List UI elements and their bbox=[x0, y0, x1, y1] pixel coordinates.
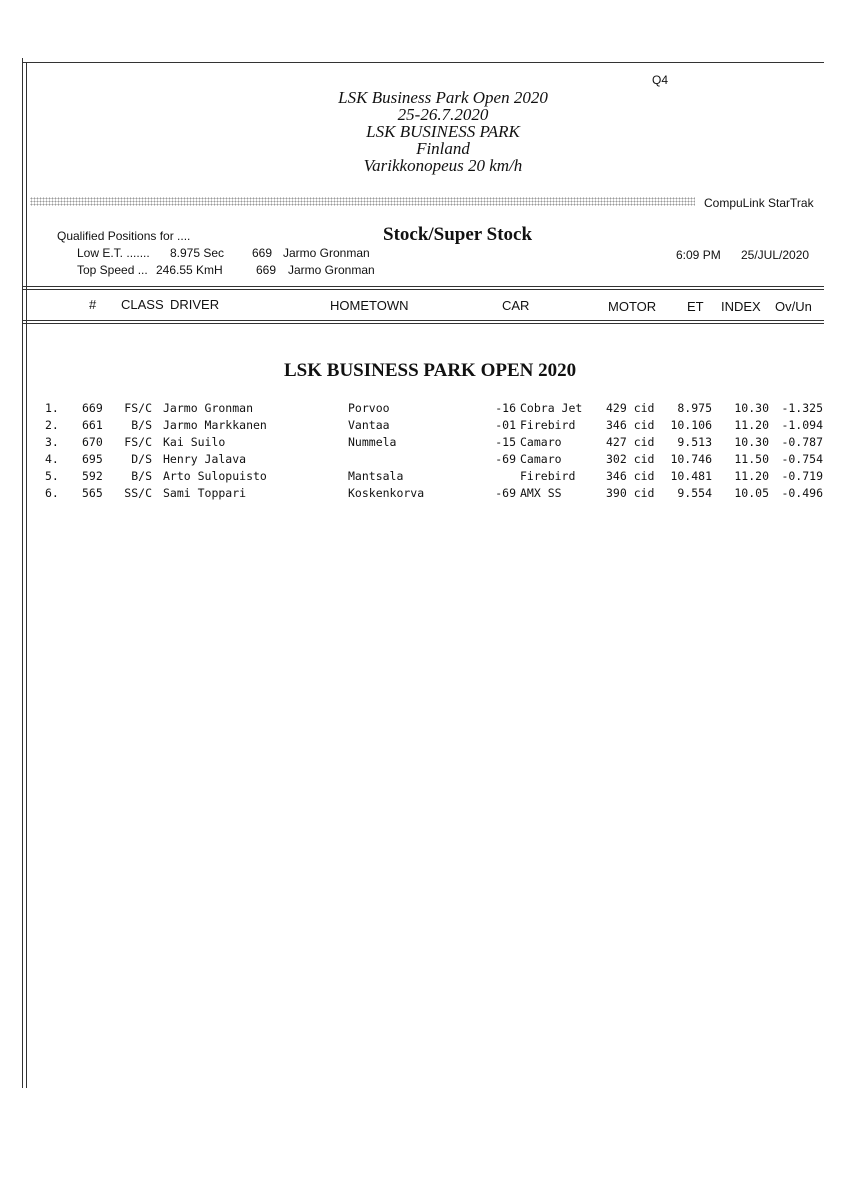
motor: 427 cid bbox=[606, 435, 655, 449]
car-model: AMX SS bbox=[520, 486, 562, 500]
low-et-label: Low E.T. ....... bbox=[77, 246, 150, 260]
col-index: INDEX bbox=[721, 299, 761, 314]
driver: Arto Sulopuisto bbox=[163, 469, 267, 483]
table-row bbox=[0, 452, 848, 469]
driver: Henry Jalava bbox=[163, 452, 247, 466]
driver: Sami Toppari bbox=[163, 486, 247, 500]
class-title: Stock/Super Stock bbox=[383, 224, 533, 245]
top-speed-value: 246.55 KmH bbox=[156, 263, 223, 277]
dotted-separator bbox=[30, 197, 695, 206]
position: 1. bbox=[45, 401, 59, 415]
et: 10.481 bbox=[670, 469, 712, 483]
motor: 346 cid bbox=[606, 418, 655, 432]
hometown: Mantsala bbox=[348, 469, 404, 483]
system-label: CompuLink StarTrak bbox=[704, 196, 814, 210]
ov-un: -0.754 bbox=[781, 452, 823, 466]
ov-un: -1.094 bbox=[781, 418, 823, 432]
et: 10.106 bbox=[670, 418, 712, 432]
et: 8.975 bbox=[677, 401, 712, 415]
event-pit-speed: Varikkonopeus 20 km/h bbox=[363, 156, 523, 175]
ov-un: -0.719 bbox=[781, 469, 823, 483]
top-speed-car: 669 bbox=[256, 263, 277, 277]
car-model: Camaro bbox=[520, 452, 562, 466]
position: 5. bbox=[45, 469, 59, 483]
table-row bbox=[0, 418, 848, 435]
report-time: 6:09 PM bbox=[676, 248, 721, 262]
col-class: CLASS bbox=[121, 297, 164, 312]
motor: 346 cid bbox=[606, 469, 655, 483]
table-row bbox=[0, 401, 848, 418]
car-number: 592 bbox=[82, 469, 103, 483]
event-dates: 25-26.7.2020 bbox=[397, 105, 489, 124]
left-border-inner bbox=[26, 62, 27, 1088]
header-line-top-1 bbox=[22, 286, 824, 287]
col-et: ET bbox=[687, 299, 704, 314]
index: 11.20 bbox=[734, 418, 769, 432]
car-year: -01 bbox=[495, 418, 516, 432]
table-row bbox=[0, 469, 848, 486]
ov-un: -0.787 bbox=[781, 435, 823, 449]
ov-un: -0.496 bbox=[781, 486, 823, 500]
top-border bbox=[22, 62, 824, 63]
position: 6. bbox=[45, 486, 59, 500]
page-tag: Q4 bbox=[652, 73, 669, 87]
class: B/S bbox=[131, 469, 152, 483]
car-number: 669 bbox=[82, 401, 103, 415]
index: 11.20 bbox=[734, 469, 769, 483]
top-speed-driver: Jarmo Gronman bbox=[288, 263, 375, 277]
car-year: -69 bbox=[495, 452, 516, 466]
col-car: CAR bbox=[502, 298, 530, 313]
hometown: Koskenkorva bbox=[348, 486, 425, 500]
car-year: -15 bbox=[495, 435, 516, 449]
motor: 429 cid bbox=[606, 401, 655, 415]
top-speed-label: Top Speed ... bbox=[77, 263, 148, 277]
event-country: Finland bbox=[416, 139, 470, 158]
low-et-value: 8.975 Sec bbox=[170, 246, 225, 260]
hometown: Nummela bbox=[348, 435, 397, 449]
left-border-outer bbox=[22, 58, 23, 1088]
index: 10.30 bbox=[734, 435, 769, 449]
col-driver: DRIVER bbox=[170, 297, 220, 312]
event-venue: LSK BUSINESS PARK bbox=[366, 122, 520, 141]
col-hometown: HOMETOWN bbox=[330, 298, 409, 313]
table-row bbox=[0, 435, 848, 452]
results-title: LSK BUSINESS PARK OPEN 2020 bbox=[284, 360, 577, 381]
car-model: Firebird bbox=[520, 418, 576, 432]
report-date: 25/JUL/2020 bbox=[741, 248, 810, 262]
qualified-label: Qualified Positions for .... bbox=[57, 229, 191, 243]
car-year: -16 bbox=[495, 401, 516, 415]
low-et-car: 669 bbox=[252, 246, 273, 260]
low-et-driver: Jarmo Gronman bbox=[283, 246, 370, 260]
car-model: Camaro bbox=[520, 435, 562, 449]
class: SS/C bbox=[124, 486, 152, 500]
index: 10.30 bbox=[734, 401, 769, 415]
et: 10.746 bbox=[670, 452, 712, 466]
col-motor: MOTOR bbox=[608, 299, 657, 314]
index: 10.05 bbox=[734, 486, 769, 500]
motor: 302 cid bbox=[606, 452, 655, 466]
table-row bbox=[0, 486, 848, 503]
ov-un: -1.325 bbox=[781, 401, 823, 415]
hometown: Porvoo bbox=[348, 401, 390, 415]
car-number: 695 bbox=[82, 452, 103, 466]
car-year: -69 bbox=[495, 486, 516, 500]
class: B/S bbox=[131, 418, 152, 432]
header-line-top-2 bbox=[22, 289, 824, 290]
car-number: 670 bbox=[82, 435, 103, 449]
car-model: Firebird bbox=[520, 469, 576, 483]
hometown: Vantaa bbox=[348, 418, 390, 432]
position: 4. bbox=[45, 452, 59, 466]
class: D/S bbox=[131, 452, 152, 466]
et: 9.554 bbox=[677, 486, 712, 500]
position: 2. bbox=[45, 418, 59, 432]
class: FS/C bbox=[124, 435, 152, 449]
car-number: 565 bbox=[82, 486, 103, 500]
driver: Jarmo Markkanen bbox=[163, 418, 267, 432]
car-number: 661 bbox=[82, 418, 103, 432]
index: 11.50 bbox=[734, 452, 769, 466]
header-line-bottom-2 bbox=[22, 323, 824, 324]
motor: 390 cid bbox=[606, 486, 655, 500]
class: FS/C bbox=[124, 401, 152, 415]
driver: Jarmo Gronman bbox=[163, 401, 254, 415]
et: 9.513 bbox=[677, 435, 712, 449]
driver: Kai Suilo bbox=[163, 435, 226, 449]
car-model: Cobra Jet bbox=[520, 401, 583, 415]
col-ovun: Ov/Un bbox=[775, 299, 812, 314]
event-title: LSK Business Park Open 2020 bbox=[338, 88, 548, 107]
header-line-bottom-1 bbox=[22, 320, 824, 321]
position: 3. bbox=[45, 435, 59, 449]
col-num: # bbox=[89, 297, 97, 312]
